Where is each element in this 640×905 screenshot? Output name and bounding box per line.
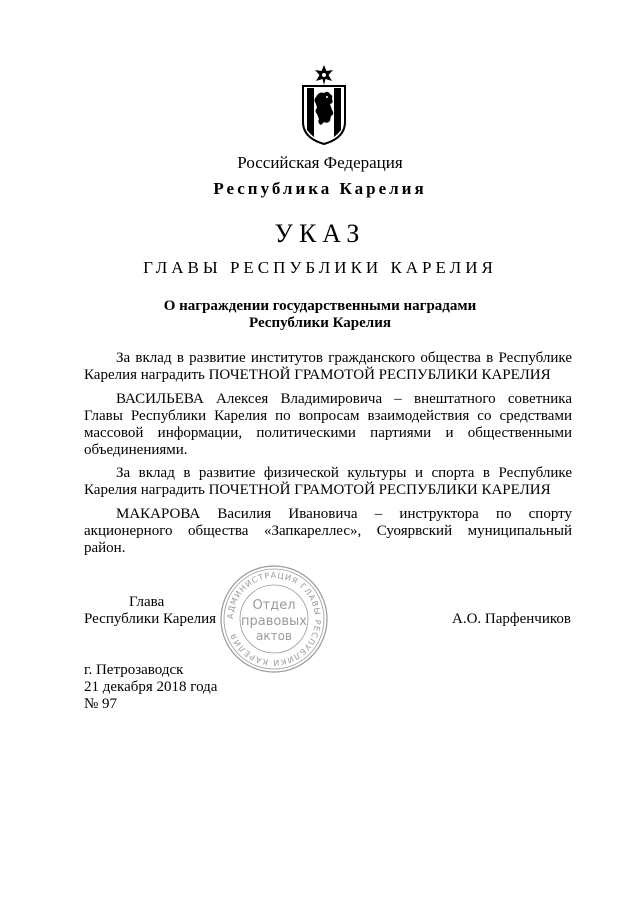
awardee-paragraph-vasilyev: [84, 391, 572, 459]
issuer-heading: ГЛАВЫ РЕСПУБЛИКИ КАРЕЛИЯ: [143, 258, 497, 277]
paragraph-line: ВАСИЛЬЕВА Алексея Владимировича – внештатного советника: [116, 391, 572, 407]
award-paragraph-civil-society: [84, 350, 572, 384]
stamp-ring-text: АДМИНИСТРАЦИЯ ГЛАВЫ РЕСПУБЛИКИ КАРЕЛИЯ: [225, 570, 323, 668]
stamp-line: актов: [255, 629, 293, 643]
paragraph-line: За вклад в развитие физической культуры и спорта в Республике: [116, 465, 572, 481]
stamp-line: правовых: [241, 614, 307, 629]
paragraph-line: МАКАРОВА Василия Ивановича – инструктора по спорту: [116, 506, 572, 522]
award-paragraph-sports: [84, 465, 572, 499]
paragraph-line: массовой информации, политическими партиями и общественными: [84, 425, 572, 441]
paragraph-line: объединениями.: [84, 442, 188, 458]
document-number: № 97: [84, 696, 118, 712]
paragraph-line: За вклад в развитие институтов гражданского общества в Республике: [116, 350, 572, 366]
paragraph-line: район.: [84, 540, 126, 556]
paragraph-line: Главы Республики Карелия по вопросам взаимодействия со средствами: [84, 408, 572, 424]
document-footer: [84, 662, 217, 713]
republic-title: Республика Карелия: [213, 179, 427, 198]
document-type-heading: УКАЗ: [274, 219, 366, 248]
signatory-name: А.О. Парфенчиков: [452, 611, 571, 627]
paragraph-line: Карелия наградить ПОЧЕТНОЙ ГРАМОТОЙ РЕСПУБЛИКИ КАРЕЛИЯ: [84, 482, 551, 498]
signatory-title-line: Глава: [129, 594, 165, 610]
country-title: Российская Федерация: [237, 153, 403, 172]
stamp-line: Отдел: [252, 598, 296, 613]
issue-date: 21 декабря 2018 года: [84, 679, 218, 695]
karelia-coat-of-arms-icon: [297, 64, 351, 146]
signatory-title-line: Республики Карелия: [84, 611, 217, 627]
decree-subject: [0, 298, 640, 332]
paragraph-line: Карелия наградить ПОЧЕТНОЙ ГРАМОТОЙ РЕСПУБЛИКИ КАРЕЛИЯ: [84, 367, 551, 383]
subject-line: Республики Карелия: [249, 315, 391, 331]
awardee-paragraph-makarov: [84, 506, 572, 557]
issue-city: г. Петрозаводск: [84, 662, 184, 678]
subject-line: О награждении государственными наградами: [163, 298, 477, 314]
department-stamp: [218, 563, 330, 675]
paragraph-line: акционерного общества «Запкареллес», Суоярвский муниципальный: [84, 523, 572, 539]
